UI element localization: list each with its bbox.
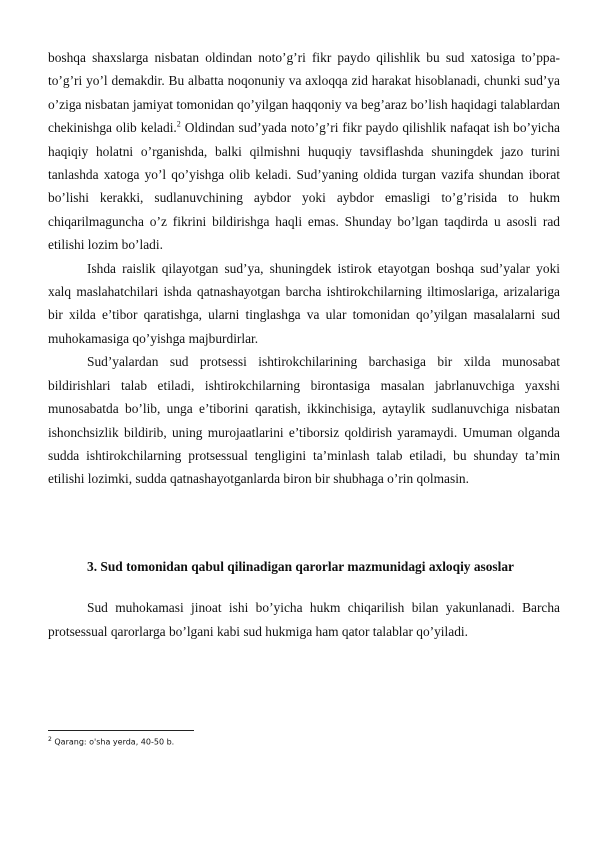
paragraph-2: Ishda raislik qilayotgan sud’ya, shuningdek istirok etayotgan boshqa sud’yalar yoki xalq maslahatchilari ishda qatnashayotgan barcha ishtirokchilarning iltimoslariga, arizalariga bir xilda e’tibor qaratishga, ularni tinglashga va ular tomonidan qo’yilgan masalalarni sud muhokamasiga qo’yishga majburdirlar. <box>48 260 560 346</box>
footnote-number: 2 <box>48 736 52 743</box>
spacer <box>48 491 560 555</box>
section-heading: 3. Sud tomonidan qabul qilinadigan qarorlar mazmunidagi axloqiy asoslar <box>87 558 515 574</box>
paragraph-1 <box>48 46 560 257</box>
footnote-divider <box>48 730 194 731</box>
document-page <box>48 46 560 643</box>
footnote-text: Qarang: o'sha yerda, 40-50 b. <box>51 737 175 747</box>
paragraph-1-text-b: Oldindan sud’yada noto’g’ri fikr paydo qilishlik nafaqat ish bo’yicha haqiqiy holatni o’rganishda, balki qilmishni huquqiy tavsiflashda shuningdek jazo turini tanlashda xatoga yo’l qo’yishga olib keladi. Sud’yaning oldida turgan vazifa shundan iborat bo’lishi kerakki, sudlanuvchining aybdor yoki aybdor emasligi to’g’risida to hukm chiqarilmaguncha o’z fikrini bildirishga haqli emas. Shunday bo’lgan taqdirda u asosli rad etilishi lozim bo’ladi. <box>48 120 560 253</box>
footnote <box>48 736 174 747</box>
paragraph-1-text-a: boshqa shaxslarga nisbatan oldindan noto’g’ri fikr paydo qilishlik bu sud xatosiga to’ppa-to’g’ri yo’l demakdir. Bu albatta noqonuniy va axloqqa zid harakat hisoblanadi, chunki sud’ya o’ziga nisbatan jamiyat tomonidan qo’yilgan haqqoniy va beg’araz bo’lish haqidagi talablardan chekinishga olib keladi. <box>48 50 560 136</box>
spacer <box>48 578 560 596</box>
footnote-reference[interactable]: 2 <box>176 119 181 129</box>
paragraph-3: Sud’yalardan sud protsessi ishtirokchilarining barchasiga bir xilda munosabat bildirishlari talab etiladi, ishtirokchilarning birontasiga masalan jabrlanuvchiga yaxshi munosabatda bo’lib, unga e’tiborini qaratish, ikkinchisiga, aytaylik sudlanuvchiga nisbatan ishonchsizlik bildirib, uning murojaatlarini e’tiborsiz qoldirish yaramaydi. Umuman olganda sudda ishtirokchilarning protsessual tengligini ta’minlash talab etiladi, bu shunday ta’min etilishi lozimki, sudda qatnashayotganlarda biron bir shubhaga o’rin qolmasin. <box>48 354 560 487</box>
paragraph-4: Sud muhokamasi jinoat ishi bo’yicha hukm chiqarilish bilan yakunlanadi. Barcha protsessual qarorlarga bo’lgani kabi sud hukmiga ham qator talablar qo’yiladi. <box>48 600 560 639</box>
